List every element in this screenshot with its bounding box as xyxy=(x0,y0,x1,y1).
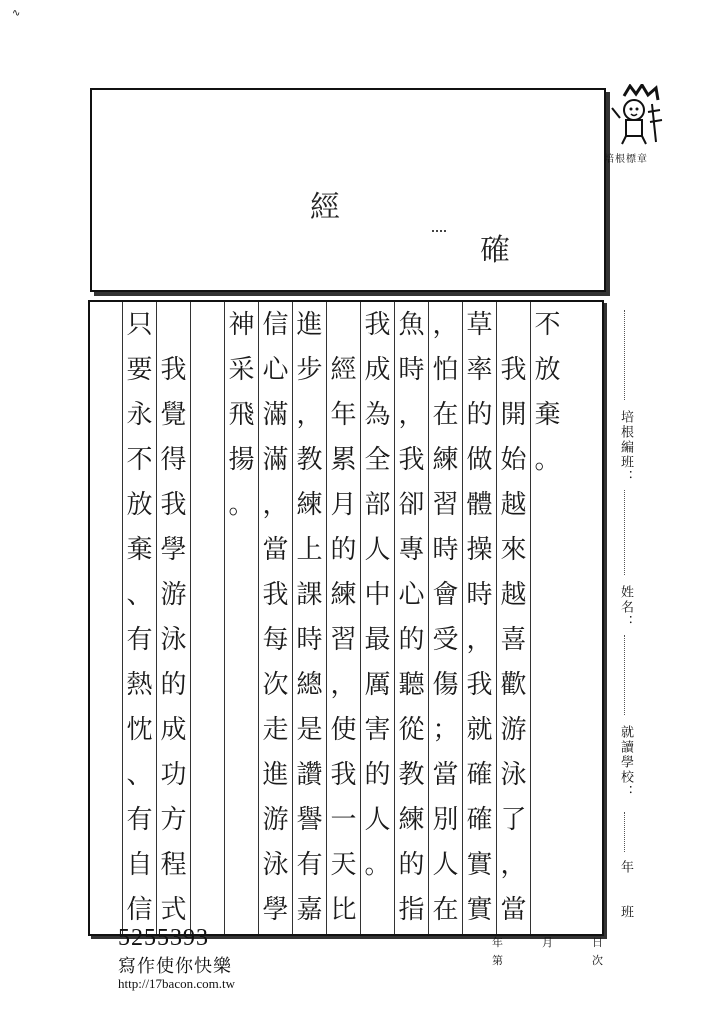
essay-char: 只 xyxy=(126,309,153,340)
essay-char: 放 xyxy=(534,354,561,385)
essay-char: 信 xyxy=(126,894,153,925)
essay-char: 信 xyxy=(262,309,289,340)
essay-char: 學 xyxy=(160,534,187,565)
essay-char: 專 xyxy=(398,534,425,565)
essay-char: 確 xyxy=(466,804,493,835)
essay-char: 游 xyxy=(160,579,187,610)
essay-char: ； xyxy=(432,714,459,745)
essay-char: 當 xyxy=(262,534,289,565)
essay-char: 教 xyxy=(398,759,425,790)
essay-char: 卻 xyxy=(398,489,425,520)
essay-char: 時 xyxy=(432,534,459,565)
essay-char: 時 xyxy=(466,579,493,610)
essay-char: 練 xyxy=(330,579,357,610)
essay-char: 累 xyxy=(330,444,357,475)
essay-char: 譽 xyxy=(296,804,323,835)
essay-char xyxy=(191,662,225,707)
essay-char: 在 xyxy=(432,399,459,430)
essay-char: 害 xyxy=(364,714,391,745)
essay-char: 會 xyxy=(432,579,459,610)
school-field-line xyxy=(624,635,625,715)
essay-column xyxy=(428,302,462,934)
essay-char: 功 xyxy=(160,759,187,790)
essay-char: 部 xyxy=(364,489,391,520)
essay-char: 做 xyxy=(466,444,493,475)
essay-char: 實 xyxy=(466,849,493,880)
essay-char: 天 xyxy=(330,849,357,880)
essay-char: 練 xyxy=(398,804,425,835)
essay-char: 走 xyxy=(262,714,289,745)
essay-char: 泳 xyxy=(500,759,527,790)
essay-char xyxy=(531,662,565,707)
essay-char: 成 xyxy=(160,714,187,745)
essay-char: ， xyxy=(296,399,323,430)
essay-column xyxy=(224,302,258,934)
essay-char: 總 xyxy=(296,669,323,700)
essay-char: 我 xyxy=(466,669,493,700)
essay-char xyxy=(531,482,565,527)
essay-char: 是 xyxy=(296,714,323,745)
comment-note-1: 經 xyxy=(310,190,340,225)
essay-char: 我 xyxy=(364,309,391,340)
essay-char: 游 xyxy=(262,804,289,835)
essay-char: 心 xyxy=(262,354,289,385)
essay-char: 揚 xyxy=(228,444,255,475)
essay-char: 最 xyxy=(364,624,391,655)
essay-char: 別 xyxy=(432,804,459,835)
essay-char: 練 xyxy=(296,489,323,520)
essay-char xyxy=(225,662,259,707)
essay-char: 滿 xyxy=(262,399,289,430)
essay-char xyxy=(191,302,225,347)
essay-char xyxy=(191,617,225,662)
year-label: 年 xyxy=(618,860,633,875)
essay-char: 的 xyxy=(398,849,425,880)
essay-char: 教 xyxy=(296,444,323,475)
essay-char: 我 xyxy=(262,579,289,610)
essay-char: 嘉 xyxy=(296,894,323,925)
essay-char: 我 xyxy=(398,444,425,475)
essay-char: 。 xyxy=(364,849,391,880)
essay-char: 使 xyxy=(330,714,357,745)
essay-char: ， xyxy=(262,489,289,520)
essay-char: 的 xyxy=(160,669,187,700)
essay-char: 人 xyxy=(432,849,459,880)
essay-char: 有 xyxy=(126,804,153,835)
essay-char: 當 xyxy=(500,894,527,925)
essay-char: 習 xyxy=(432,489,459,520)
name-field-line xyxy=(624,490,625,575)
essay-char: 飛 xyxy=(228,399,255,430)
essay-char: ， xyxy=(432,309,459,340)
essay-char: 我 xyxy=(160,354,187,385)
essay-char xyxy=(497,302,531,347)
essay-char xyxy=(191,842,225,887)
essay-char xyxy=(531,527,565,572)
logo-caption: 培根標章 xyxy=(604,154,648,165)
essay-char: 泳 xyxy=(262,849,289,880)
essay-char: 。 xyxy=(228,489,255,520)
essay-char: 棄 xyxy=(126,534,153,565)
essay-char xyxy=(191,527,225,572)
essay-char xyxy=(191,752,225,797)
essay-char: 神 xyxy=(228,309,255,340)
essay-column xyxy=(258,302,292,934)
essay-char: 的 xyxy=(466,399,493,430)
essay-char: 厲 xyxy=(364,669,391,700)
essay-char xyxy=(361,887,395,932)
essay-char xyxy=(191,572,225,617)
essay-char xyxy=(225,617,259,662)
nth-label: 第 xyxy=(492,954,503,967)
essay-char xyxy=(531,887,565,932)
essay-char: 中 xyxy=(364,579,391,610)
essay-char xyxy=(225,752,259,797)
essay-char xyxy=(191,797,225,842)
essay-char: 泳 xyxy=(160,624,187,655)
essay-char: 從 xyxy=(398,714,425,745)
essay-char: 要 xyxy=(126,354,153,385)
bacon-logo-icon xyxy=(604,84,672,146)
essay-char xyxy=(531,707,565,752)
essay-char: 當 xyxy=(432,759,459,790)
essay-char: 人 xyxy=(364,534,391,565)
essay-char: 實 xyxy=(466,894,493,925)
essay-char xyxy=(191,707,225,752)
essay-char: 自 xyxy=(126,849,153,880)
essay-char xyxy=(191,347,225,392)
footer-slogan: 寫作使你快樂 xyxy=(118,956,232,977)
essay-char: 有 xyxy=(126,624,153,655)
essay-column xyxy=(326,302,360,934)
essay-char: 心 xyxy=(398,579,425,610)
corner-mark: ∿ xyxy=(12,8,21,19)
essay-char: 開 xyxy=(500,399,527,430)
essay-char: 一 xyxy=(330,804,357,835)
essay-char: 上 xyxy=(296,534,323,565)
essay-char: 采 xyxy=(228,354,255,385)
essay-char: 聽 xyxy=(398,669,425,700)
essay-char xyxy=(225,572,259,617)
essay-char: 全 xyxy=(364,444,391,475)
essay-char: 得 xyxy=(160,444,187,475)
essay-char xyxy=(531,842,565,887)
teacher-comment-box xyxy=(90,88,606,292)
essay-char xyxy=(191,437,225,482)
essay-char: 熱 xyxy=(126,669,153,700)
essay-char: 步 xyxy=(296,354,323,385)
essay-char: 我 xyxy=(330,759,357,790)
essay-id-number: 5255393 xyxy=(118,925,209,951)
essay-char xyxy=(225,797,259,842)
essay-column xyxy=(530,302,564,934)
essay-char xyxy=(191,392,225,437)
essay-char: 的 xyxy=(330,534,357,565)
essay-char: 年 xyxy=(330,399,357,430)
essay-char: ， xyxy=(466,624,493,655)
essay-char: 滿 xyxy=(262,444,289,475)
essay-char: 讚 xyxy=(296,759,323,790)
essay-char: 進 xyxy=(262,759,289,790)
essay-char: 在 xyxy=(432,894,459,925)
essay-char: 時 xyxy=(398,354,425,385)
essay-column xyxy=(394,302,428,934)
essay-column xyxy=(292,302,326,934)
essay-char: ， xyxy=(398,399,425,430)
essay-char: 永 xyxy=(126,399,153,430)
essay-char: ， xyxy=(500,849,527,880)
essay-char: 。 xyxy=(534,444,561,475)
essay-char xyxy=(531,617,565,662)
essay-char: 放 xyxy=(126,489,153,520)
essay-char: 怕 xyxy=(432,354,459,385)
essay-char xyxy=(225,707,259,752)
times-label: 次 xyxy=(592,954,603,967)
essay-char: 體 xyxy=(466,489,493,520)
year-field-line xyxy=(624,812,625,852)
essay-char: 喜 xyxy=(500,624,527,655)
essay-char: 有 xyxy=(296,849,323,880)
essay-char: 月 xyxy=(330,489,357,520)
essay-char: 比 xyxy=(330,894,357,925)
footer-url: http://17bacon.com.tw xyxy=(118,976,235,991)
essay-char xyxy=(225,842,259,887)
essay-char: 傷 xyxy=(432,669,459,700)
school-label: 就讀學校： xyxy=(618,725,633,800)
essay-char xyxy=(531,752,565,797)
essay-char: 進 xyxy=(296,309,323,340)
essay-char: 來 xyxy=(500,534,527,565)
essay-char: 課 xyxy=(296,579,323,610)
essay-char: 覺 xyxy=(160,399,187,430)
essay-char: 操 xyxy=(466,534,493,565)
essay-char: 越 xyxy=(500,489,527,520)
essay-char: 不 xyxy=(126,444,153,475)
essay-char xyxy=(191,482,225,527)
comment-note-2: 確 xyxy=(480,233,510,268)
essay-char: 不 xyxy=(534,309,561,340)
class-field-line xyxy=(624,310,625,400)
comment-dash xyxy=(432,230,446,232)
essay-char xyxy=(531,797,565,842)
essay-char: 為 xyxy=(364,399,391,430)
essay-char: 式 xyxy=(160,894,187,925)
date-month-label: 月 xyxy=(542,936,553,949)
essay-char: 始 xyxy=(500,444,527,475)
essay-char: 練 xyxy=(432,444,459,475)
essay-column xyxy=(156,302,190,934)
essay-char: 學 xyxy=(262,894,289,925)
essay-char: ， xyxy=(330,669,357,700)
class-label: 培根編班： xyxy=(618,410,633,485)
essay-char xyxy=(531,572,565,617)
essay-char: 時 xyxy=(296,624,323,655)
essay-char: 次 xyxy=(262,669,289,700)
essay-char: 受 xyxy=(432,624,459,655)
essay-char xyxy=(327,302,361,347)
essay-char: 草 xyxy=(466,309,493,340)
essay-char: 方 xyxy=(160,804,187,835)
essay-char: 忱 xyxy=(126,714,153,745)
essay-char: 、 xyxy=(126,759,153,790)
essay-column xyxy=(360,302,394,934)
essay-char: 、 xyxy=(126,579,153,610)
essay-char: 我 xyxy=(500,354,527,385)
name-label: 姓名： xyxy=(618,585,633,630)
essay-char: 人 xyxy=(364,804,391,835)
date-day-label: 日 xyxy=(592,936,603,949)
essay-column xyxy=(122,302,156,934)
essay-char xyxy=(157,302,191,347)
essay-grid xyxy=(88,300,604,936)
date-year-label: 年 xyxy=(492,936,503,949)
essay-char: 歡 xyxy=(500,669,527,700)
essay-char: 了 xyxy=(500,804,527,835)
essay-char: 每 xyxy=(262,624,289,655)
essay-char: 習 xyxy=(330,624,357,655)
essay-char: 的 xyxy=(364,759,391,790)
essay-char xyxy=(225,527,259,572)
class-suffix-label: 班 xyxy=(618,905,633,920)
essay-char: 我 xyxy=(160,489,187,520)
essay-char: 就 xyxy=(466,714,493,745)
essay-char: 游 xyxy=(500,714,527,745)
essay-char: 成 xyxy=(364,354,391,385)
essay-column xyxy=(496,302,530,934)
essay-char: 越 xyxy=(500,579,527,610)
essay-char: 程 xyxy=(160,849,187,880)
essay-column xyxy=(462,302,496,934)
essay-char: 經 xyxy=(330,354,357,385)
essay-char: 率 xyxy=(466,354,493,385)
essay-column xyxy=(190,302,224,934)
essay-char: 確 xyxy=(466,759,493,790)
essay-char: 棄 xyxy=(534,399,561,430)
essay-char: 的 xyxy=(398,624,425,655)
essay-char: 指 xyxy=(398,894,425,925)
essay-char xyxy=(225,887,259,932)
essay-char: 魚 xyxy=(398,309,425,340)
